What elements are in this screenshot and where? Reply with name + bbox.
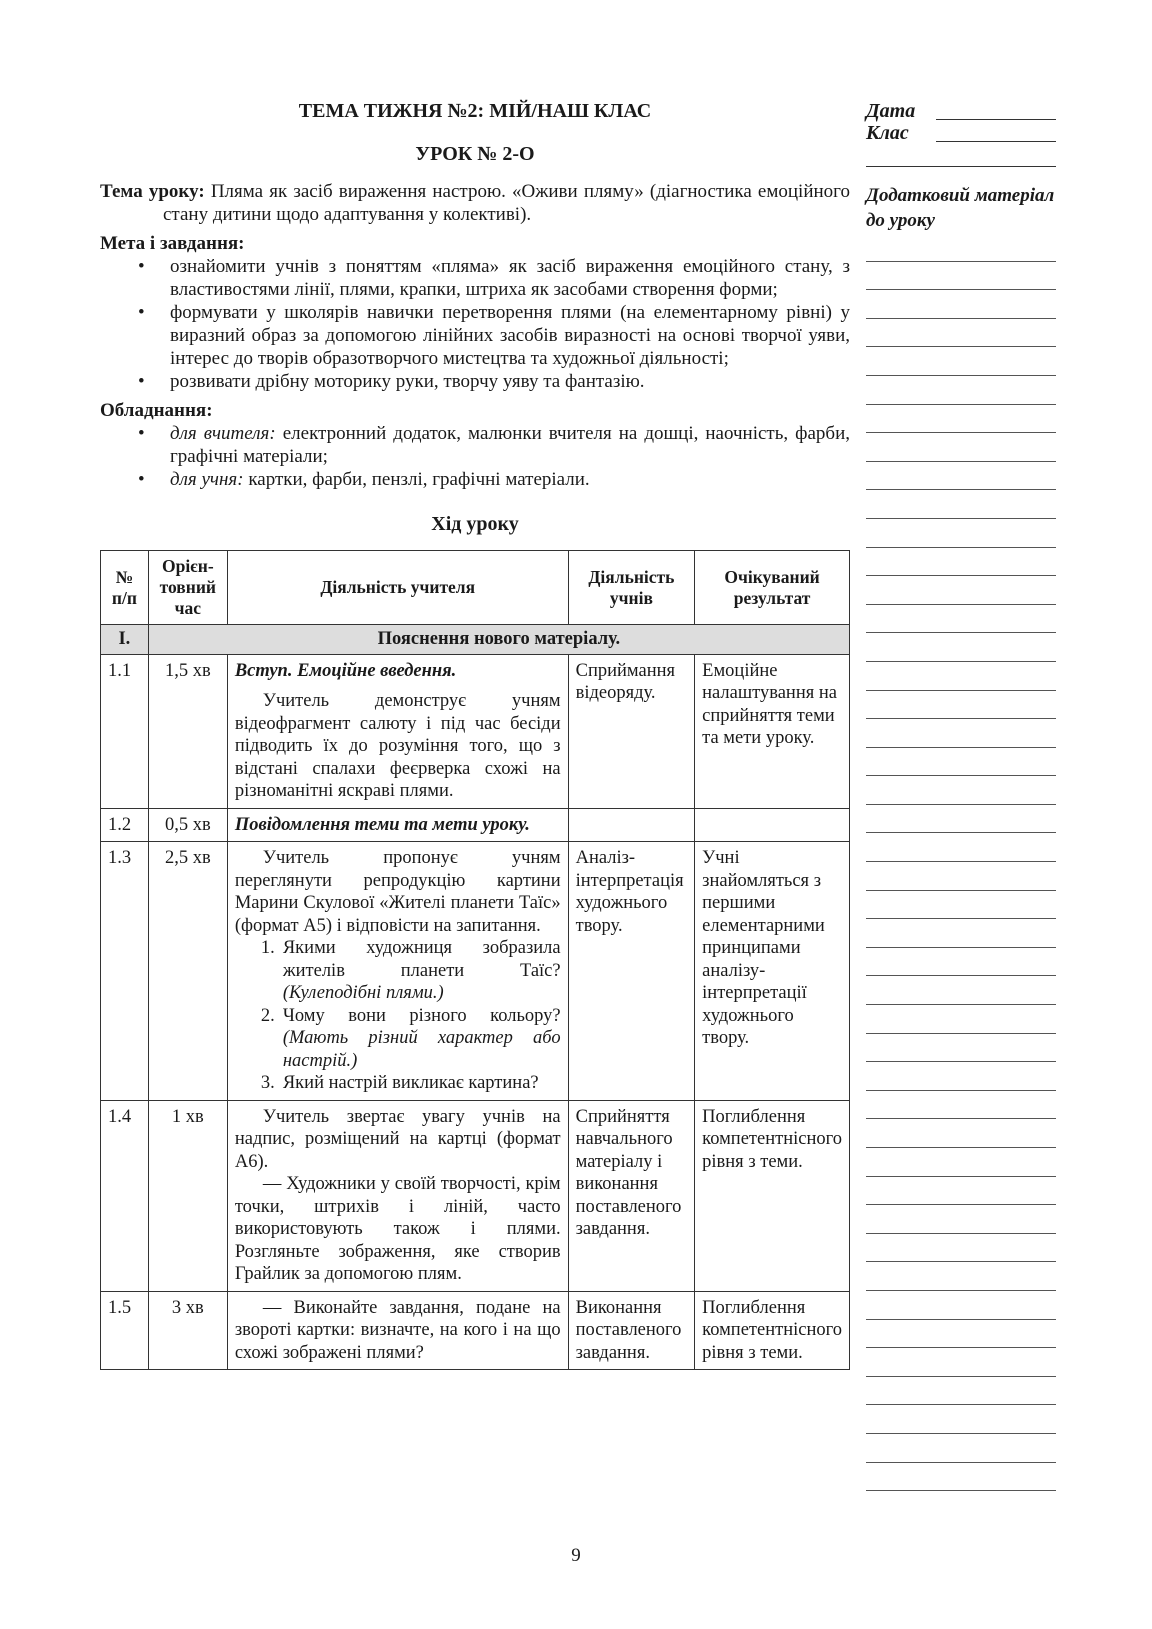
question-list: [235, 937, 561, 1095]
note-line: [866, 1119, 1056, 1148]
note-line: [866, 1434, 1056, 1463]
table-row: [101, 808, 850, 842]
topic-text: Пляма як засіб вираження настрою. «Оживи пляму» (діагностика емоційного стану дитини щодо адаптування у колективі).: [163, 181, 850, 225]
row-result: Емоційне налаштування на сприйняття теми та мети уроку.: [695, 654, 850, 808]
row-time: 2,5 хв: [148, 842, 227, 1101]
goal-item: • розвивати дрібну моторику руки, творчу уяву та фантазію.: [170, 370, 850, 393]
row-time: 1 хв: [148, 1100, 227, 1291]
goal-item: • формувати у школярів навички перетворення плями (на елементарному рівні) у виразний образ за допомогою лінійних засобів виразності на основі творчої уяви, інтерес до творів образотворчого мистецтва та художньої діяльності;: [170, 301, 850, 370]
topic-label: Тема уроку:: [100, 181, 205, 202]
table-row: [101, 1291, 850, 1370]
question-number: 2.: [260, 1005, 275, 1026]
note-line: [866, 319, 1056, 348]
page-number: 9: [571, 1545, 581, 1566]
row-result: [695, 808, 850, 842]
note-line: [866, 1291, 1056, 1320]
note-line: [866, 1377, 1056, 1406]
goals-heading: Мета і завдання:: [100, 233, 245, 254]
row-teacher: [227, 1100, 568, 1291]
notes-lines: [866, 233, 1056, 1491]
question-answer: (Мають різний характер або настрій.): [282, 1028, 561, 1071]
row-teacher: [227, 808, 568, 842]
note-line: [866, 1205, 1056, 1234]
lesson-title: УРОК № 2-О: [415, 143, 535, 165]
note-line: [866, 1262, 1056, 1291]
section-num: I.: [101, 625, 149, 655]
row-result: Поглиблення компетентнісного рівня з теми.: [695, 1291, 850, 1370]
class-field: [866, 122, 1056, 144]
note-line: [866, 290, 1056, 319]
header-result: Очікуваний результат: [695, 551, 850, 625]
question-item: [260, 937, 561, 1005]
note-line: [866, 833, 1056, 862]
row-time: 0,5 хв: [148, 808, 227, 842]
note-line: [866, 776, 1056, 805]
note-line: [866, 605, 1056, 634]
note-line: [866, 262, 1056, 291]
note-line: [866, 462, 1056, 491]
equipment-item-student: [170, 468, 850, 491]
row-num: 1.2: [101, 808, 149, 842]
note-line: [866, 1148, 1056, 1177]
date-field: [866, 100, 1056, 122]
row-students: Сприйняття навчального матеріалу і виконання поставленого завдання.: [568, 1100, 695, 1291]
row-text-2: — Художники у своїй творчості, крім точки, штрихів і ліній, часто використовують також і плями. Розгляньте зображення, яке створив Грайлик за допомогою плям.: [234, 1174, 561, 1284]
row-text: Учитель звертає увагу учнів на надпис, розміщений на картці (формат А6).: [234, 1106, 561, 1172]
equipment-teacher-label: для вчителя:: [170, 423, 276, 444]
extra-material-label: Додатковий матеріал до уроку: [866, 185, 1055, 231]
sidebar: [866, 100, 1056, 1491]
note-line: [866, 1348, 1056, 1377]
goal-item: • ознайомити учнів з поняттям «пляма» як засіб вираження емоційного стану, з властивостями лінії, плями, крапки, штриха як засобами створення форми;: [170, 255, 850, 301]
equipment-student-label: для учня:: [170, 469, 244, 490]
note-line: [866, 805, 1056, 834]
row-text: Учитель пропонує учням переглянути репродукцію картини Марини Скулової «Жителі планети Таїс» (формат А5) і відповісти на запитання.: [234, 848, 561, 936]
lesson-topic: [100, 180, 850, 226]
question-item: [260, 1005, 561, 1073]
table-header-row: [101, 551, 850, 625]
note-line: [866, 1091, 1056, 1120]
note-line: [866, 1463, 1056, 1492]
row-time: 3 хв: [148, 1291, 227, 1370]
row-text: Учитель демонструє учням відеофрагмент салюту і під час бесіди підводить їх до розуміння того, що з відстані спалахи феєрверка схожі на різноманітні яскраві плями.: [234, 691, 561, 801]
note-line: [866, 948, 1056, 977]
note-line: [866, 662, 1056, 691]
question-number: 1.: [260, 938, 275, 958]
question-text: Чому вони різного кольору?: [282, 1005, 561, 1026]
note-line: [866, 1234, 1056, 1263]
row-teacher: [227, 1291, 568, 1370]
question-number: 3.: [260, 1073, 275, 1093]
header-time: Орієн-товний час: [148, 551, 227, 625]
equipment-list: [100, 422, 850, 491]
note-line: [866, 233, 1056, 262]
question-text: Який настрій викликає картина?: [282, 1073, 539, 1093]
row-num: 1.4: [101, 1100, 149, 1291]
note-line: [866, 405, 1056, 434]
note-line: [866, 433, 1056, 462]
lesson-table: [100, 550, 850, 1370]
note-line: [866, 519, 1056, 548]
note-line: [866, 490, 1056, 519]
note-line: [866, 1177, 1056, 1206]
question-answer: (Кулеподібні плями.): [282, 983, 444, 1003]
note-line: [866, 1005, 1056, 1034]
section-title: Пояснення нового матеріалу.: [148, 625, 849, 655]
header-num: № п/п: [101, 551, 149, 625]
row-students: Виконання поставленого завдання.: [568, 1291, 695, 1370]
table-row: [101, 654, 850, 808]
note-line: [866, 1320, 1056, 1349]
note-line: [866, 719, 1056, 748]
row-students: Аналіз-інтерпретація художнього твору.: [568, 842, 695, 1101]
lesson-plan: [100, 100, 850, 1370]
equipment-item-teacher: [170, 422, 850, 468]
header-teacher: Діяльність учителя: [227, 551, 568, 625]
note-line: [866, 633, 1056, 662]
blank-line: [866, 144, 1056, 167]
note-line: [866, 691, 1056, 720]
date-label: Дата: [866, 100, 916, 122]
question-item: [260, 1072, 561, 1095]
goals-list: [100, 255, 850, 393]
row-num: 1.5: [101, 1291, 149, 1370]
note-line: [866, 548, 1056, 577]
class-blank-line: [936, 141, 1056, 142]
equipment-heading: Обладнання:: [100, 400, 213, 421]
table-row: [101, 842, 850, 1101]
row-result: Поглиблення компетентнісного рівня з теми.: [695, 1100, 850, 1291]
equipment-teacher-text: електронний додаток, малюнки вчителя на дошці, наочність, фарби, графічні матеріали;: [170, 423, 851, 467]
equipment-student-text: картки, фарби, пензлі, графічні матеріали.: [248, 469, 590, 490]
date-blank-line: [936, 119, 1056, 120]
note-line: [866, 376, 1056, 405]
row-teacher: [227, 654, 568, 808]
note-line: [866, 347, 1056, 376]
note-line: [866, 1062, 1056, 1091]
note-line: [866, 748, 1056, 777]
note-line: [866, 576, 1056, 605]
table-row: [101, 1100, 850, 1291]
row-heading: Вступ. Емоційне введення.: [234, 660, 457, 681]
note-line: [866, 919, 1056, 948]
question-text: Якими художниця зобразила жителів планети Таїс?: [282, 938, 561, 981]
header-students: Діяльність учнів: [568, 551, 695, 625]
row-heading: Повідомлення теми та мети уроку.: [234, 814, 530, 835]
note-line: [866, 1405, 1056, 1434]
row-students: Сприймання відеоряду.: [568, 654, 695, 808]
row-text: — Виконайте завдання, подане на звороті картки: визначте, на кого і на що схожі зображені плями?: [234, 1297, 561, 1363]
section-row: [101, 625, 850, 655]
row-time: 1,5 хв: [148, 654, 227, 808]
note-line: [866, 976, 1056, 1005]
row-result: Учні знайомляться з першими елементарними принципами аналізу-інтерпретації художнього твору.: [695, 842, 850, 1101]
note-line: [866, 891, 1056, 920]
row-teacher: [227, 842, 568, 1101]
class-label: Клас: [866, 122, 909, 144]
week-title: ТЕМА ТИЖНЯ №2: МІЙ/НАШ КЛАС: [298, 100, 652, 122]
row-num: 1.3: [101, 842, 149, 1101]
note-line: [866, 862, 1056, 891]
procedure-title: Хід уроку: [431, 513, 519, 535]
row-num: 1.1: [101, 654, 149, 808]
row-students: [568, 808, 695, 842]
note-line: [866, 1034, 1056, 1063]
